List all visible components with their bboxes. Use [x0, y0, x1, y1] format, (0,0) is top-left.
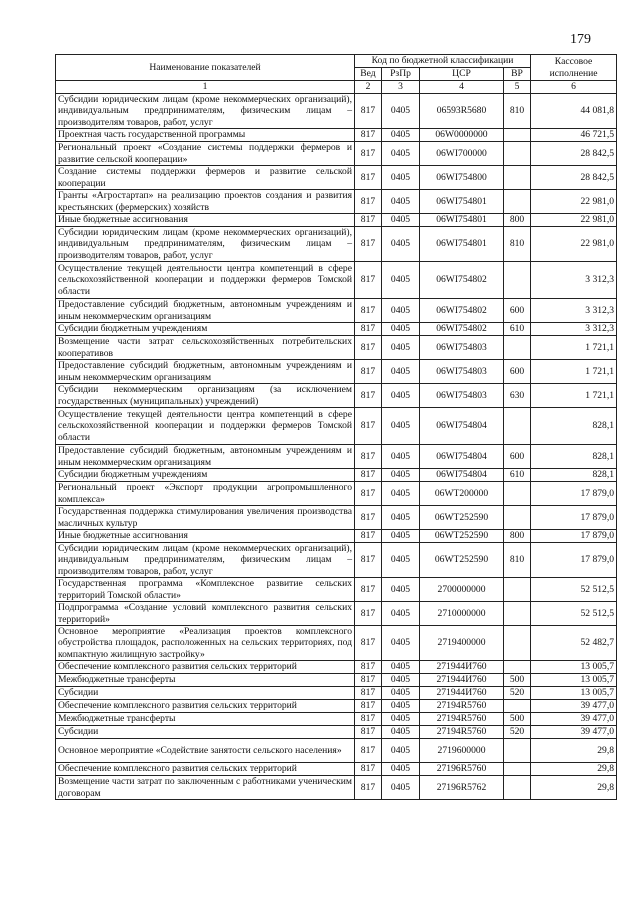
row-csr: 271944И760: [420, 661, 504, 674]
row-value: 29,8: [531, 776, 617, 800]
row-csr: 06WT252590: [420, 530, 504, 543]
row-csr: 27194R5760: [420, 713, 504, 726]
row-ved: 817: [355, 299, 382, 323]
row-rzpr: 0405: [382, 661, 420, 674]
table-row: [56, 408, 617, 445]
row-rzpr: 0405: [382, 776, 420, 800]
row-value: 22 981,0: [531, 190, 617, 214]
row-rzpr: 0405: [382, 578, 420, 602]
row-value: 3 312,3: [531, 323, 617, 336]
row-csr: 06593R5680: [420, 94, 504, 129]
row-name: Государственная программа «Комплексное развитие сельских территорий Томской области»: [56, 578, 355, 602]
row-csr: 06WI754802: [420, 323, 504, 336]
row-rzpr: 0405: [382, 336, 420, 360]
row-vr: [504, 602, 531, 626]
table-row: [56, 262, 617, 299]
row-ved: 817: [355, 578, 382, 602]
page-number: 179: [570, 32, 591, 47]
row-value: 17 879,0: [531, 530, 617, 543]
row-rzpr: 0405: [382, 166, 420, 190]
row-csr: 06WI754802: [420, 262, 504, 299]
row-vr: 600: [504, 299, 531, 323]
row-ved: 817: [355, 227, 382, 262]
table-row: [56, 384, 617, 408]
row-value: 17 879,0: [531, 482, 617, 506]
table-row: [56, 739, 617, 763]
row-value: 39 477,0: [531, 700, 617, 713]
row-ved: 817: [355, 482, 382, 506]
header-num: 4: [420, 81, 504, 94]
row-rzpr: 0405: [382, 543, 420, 578]
row-vr: 810: [504, 543, 531, 578]
row-rzpr: 0405: [382, 227, 420, 262]
row-value: 828,1: [531, 469, 617, 482]
row-ved: 817: [355, 530, 382, 543]
row-csr: 2710000000: [420, 602, 504, 626]
row-csr: 06WI754804: [420, 408, 504, 445]
row-csr: 06WT252590: [420, 543, 504, 578]
row-csr: 06WI754803: [420, 384, 504, 408]
row-rzpr: 0405: [382, 763, 420, 776]
row-value: 3 312,3: [531, 262, 617, 299]
row-name: Обеспечение комплексного развития сельских территорий: [56, 763, 355, 776]
row-csr: 2719400000: [420, 626, 504, 661]
table-row: [56, 602, 617, 626]
row-rzpr: 0405: [382, 674, 420, 687]
row-vr: [504, 262, 531, 299]
row-rzpr: 0405: [382, 626, 420, 661]
row-csr: 27194R5760: [420, 700, 504, 713]
row-name: Осуществление текущей деятельности центра компетенций в сфере сельскохозяйственной кооперации и поддержки фермеров Томской области: [56, 262, 355, 299]
row-ved: 817: [355, 142, 382, 166]
row-csr: 27196R5760: [420, 763, 504, 776]
row-value: 52 512,5: [531, 578, 617, 602]
row-name: Подпрограмма «Создание условий комплексного развития сельских территорий»: [56, 602, 355, 626]
row-vr: [504, 776, 531, 800]
table-row: [56, 166, 617, 190]
row-rzpr: 0405: [382, 129, 420, 142]
row-value: 29,8: [531, 739, 617, 763]
table-row: [56, 674, 617, 687]
row-ved: 817: [355, 262, 382, 299]
row-ved: 817: [355, 661, 382, 674]
row-vr: [504, 763, 531, 776]
row-vr: 610: [504, 323, 531, 336]
header-num: 2: [355, 81, 382, 94]
row-name: Возмещение части затрат сельскохозяйственных потребительских кооперативов: [56, 336, 355, 360]
row-vr: [504, 166, 531, 190]
table-row: [56, 94, 617, 129]
table-row: [56, 700, 617, 713]
row-name: Обеспечение комплексного развития сельских территорий: [56, 700, 355, 713]
row-name: Субсидии юридическим лицам (кроме некоммерческих организаций), индивидуальным предпринимателям, физическим лицам – производителям товаров, работ, услуг: [56, 94, 355, 129]
row-csr: 06WI754803: [420, 360, 504, 384]
row-name: Региональный проект «Экспорт продукции агропромышленного комплекса»: [56, 482, 355, 506]
row-vr: 500: [504, 713, 531, 726]
row-value: 28 842,5: [531, 142, 617, 166]
row-ved: 817: [355, 384, 382, 408]
row-rzpr: 0405: [382, 482, 420, 506]
header-code-group: Код по бюджетной классификации: [355, 55, 531, 68]
row-ved: 817: [355, 336, 382, 360]
row-ved: 817: [355, 543, 382, 578]
row-value: 13 005,7: [531, 661, 617, 674]
row-vr: 600: [504, 360, 531, 384]
table-row: [56, 214, 617, 227]
row-name: Создание системы поддержки фермеров и развитие сельской кооперации: [56, 166, 355, 190]
row-value: 44 081,8: [531, 94, 617, 129]
row-rzpr: 0405: [382, 726, 420, 739]
row-vr: 810: [504, 227, 531, 262]
row-ved: 817: [355, 506, 382, 530]
row-ved: 817: [355, 674, 382, 687]
table-row: [56, 726, 617, 739]
row-csr: 06WI754801: [420, 214, 504, 227]
row-value: 22 981,0: [531, 227, 617, 262]
row-value: 39 477,0: [531, 713, 617, 726]
row-value: 39 477,0: [531, 726, 617, 739]
table-row: [56, 482, 617, 506]
row-rzpr: 0405: [382, 469, 420, 482]
table-row: [56, 776, 617, 800]
row-rzpr: 0405: [382, 94, 420, 129]
table-row: [56, 336, 617, 360]
table-row: [56, 190, 617, 214]
row-ved: 817: [355, 776, 382, 800]
row-ved: 817: [355, 626, 382, 661]
row-ved: 817: [355, 469, 382, 482]
table-row: [56, 445, 617, 469]
row-name: Субсидии юридическим лицам (кроме некоммерческих организаций), индивидуальным предпринимателям, физическим лицам – производителям товаров, работ, услуг: [56, 543, 355, 578]
row-value: 1 721,1: [531, 360, 617, 384]
table-body: [56, 94, 617, 800]
row-csr: 27196R5762: [420, 776, 504, 800]
row-vr: [504, 336, 531, 360]
row-csr: 271944И760: [420, 674, 504, 687]
row-name: Региональный проект «Создание системы поддержки фермеров и развитие сельской кооперации»: [56, 142, 355, 166]
row-name: Предоставление субсидий бюджетным, автономным учреждениям и иным некоммерческим организациям: [56, 445, 355, 469]
row-value: 13 005,7: [531, 674, 617, 687]
table-row: [56, 299, 617, 323]
row-csr: 06WI754801: [420, 227, 504, 262]
row-ved: 817: [355, 214, 382, 227]
table-row: [56, 763, 617, 776]
table-row: [56, 530, 617, 543]
row-csr: 06WI754804: [420, 445, 504, 469]
row-ved: 817: [355, 713, 382, 726]
row-value: 3 312,3: [531, 299, 617, 323]
row-rzpr: 0405: [382, 445, 420, 469]
row-value: 28 842,5: [531, 166, 617, 190]
header-num: 3: [382, 81, 420, 94]
row-value: 828,1: [531, 408, 617, 445]
row-value: 22 981,0: [531, 214, 617, 227]
row-name: Субсидии некоммерческим организациям (за исключением государственных (муниципальных) учреждений): [56, 384, 355, 408]
table-row: [56, 578, 617, 602]
row-csr: 06WI754801: [420, 190, 504, 214]
row-vr: [504, 142, 531, 166]
row-name: Основное мероприятие «Реализация проектов комплексного обустройства площадок, расположенных на сельских территориях, под компактную жилищную застройку»: [56, 626, 355, 661]
row-value: 17 879,0: [531, 543, 617, 578]
row-rzpr: 0405: [382, 142, 420, 166]
table-row: [56, 713, 617, 726]
row-vr: [504, 626, 531, 661]
table-row: [56, 626, 617, 661]
row-value: 46 721,5: [531, 129, 617, 142]
table-row: [56, 543, 617, 578]
table-row: [56, 469, 617, 482]
row-ved: 817: [355, 700, 382, 713]
row-name: Межбюджетные трансферты: [56, 674, 355, 687]
row-rzpr: 0405: [382, 190, 420, 214]
row-name: Субсидии бюджетным учреждениям: [56, 323, 355, 336]
header-num: 5: [504, 81, 531, 94]
header-rzpr: РзПр: [382, 68, 420, 81]
row-ved: 817: [355, 445, 382, 469]
row-rzpr: 0405: [382, 360, 420, 384]
row-name: Основное мероприятие «Содействие занятости сельского населения»: [56, 739, 355, 763]
row-vr: 610: [504, 469, 531, 482]
row-name: Обеспечение комплексного развития сельских территорий: [56, 661, 355, 674]
header-name: Наименование показателей: [56, 55, 355, 81]
row-vr: [504, 129, 531, 142]
row-rzpr: 0405: [382, 687, 420, 700]
row-vr: [504, 661, 531, 674]
row-ved: 817: [355, 602, 382, 626]
row-csr: 06W0000000: [420, 129, 504, 142]
row-rzpr: 0405: [382, 713, 420, 726]
row-rzpr: 0405: [382, 323, 420, 336]
row-rzpr: 0405: [382, 700, 420, 713]
row-csr: 2700000000: [420, 578, 504, 602]
row-ved: 817: [355, 763, 382, 776]
header-numbers-row: [56, 81, 617, 94]
row-rzpr: 0405: [382, 530, 420, 543]
table-row: [56, 661, 617, 674]
table-row: [56, 142, 617, 166]
row-csr: 06WI700000: [420, 142, 504, 166]
row-rzpr: 0405: [382, 299, 420, 323]
row-vr: 800: [504, 214, 531, 227]
header-ved: Вед: [355, 68, 382, 81]
table-row: [56, 360, 617, 384]
row-ved: 817: [355, 129, 382, 142]
header-vr: ВР: [504, 68, 531, 81]
row-value: 52 512,5: [531, 602, 617, 626]
row-name: Субсидии: [56, 726, 355, 739]
table-header: [56, 55, 617, 94]
row-vr: 800: [504, 530, 531, 543]
row-csr: 271944И760: [420, 687, 504, 700]
row-value: 1 721,1: [531, 384, 617, 408]
row-name: Иные бюджетные ассигнования: [56, 530, 355, 543]
row-value: 13 005,7: [531, 687, 617, 700]
row-ved: 817: [355, 687, 382, 700]
row-csr: 06WT252590: [420, 506, 504, 530]
row-csr: 06WI754802: [420, 299, 504, 323]
row-vr: 520: [504, 726, 531, 739]
row-vr: [504, 506, 531, 530]
row-name: Субсидии юридическим лицам (кроме некоммерческих организаций), индивидуальным предпринимателям, физическим лицам – производителям товаров, работ, услуг: [56, 227, 355, 262]
row-vr: 600: [504, 445, 531, 469]
row-rzpr: 0405: [382, 506, 420, 530]
table-row: [56, 323, 617, 336]
table-row: [56, 687, 617, 700]
row-vr: 500: [504, 674, 531, 687]
row-rzpr: 0405: [382, 408, 420, 445]
row-value: 828,1: [531, 445, 617, 469]
row-vr: [504, 190, 531, 214]
row-csr: 06WI754803: [420, 336, 504, 360]
row-vr: [504, 408, 531, 445]
row-value: 29,8: [531, 763, 617, 776]
row-name: Иные бюджетные ассигнования: [56, 214, 355, 227]
budget-table: [55, 54, 617, 800]
row-vr: [504, 578, 531, 602]
header-cash: Кассовое исполнение: [531, 55, 617, 81]
table-row: [56, 227, 617, 262]
row-name: Государственная поддержка стимулирования увеличения производства масличных культур: [56, 506, 355, 530]
row-name: Осуществление текущей деятельности центра компетенций в сфере сельскохозяйственной кооперации и поддержки фермеров Томской области: [56, 408, 355, 445]
row-name: Гранты «Агростартап» на реализацию проектов создания и развития крестьянских (фермерских) хозяйств: [56, 190, 355, 214]
row-rzpr: 0405: [382, 739, 420, 763]
row-vr: 630: [504, 384, 531, 408]
header-num: 1: [56, 81, 355, 94]
row-ved: 817: [355, 739, 382, 763]
row-name: Межбюджетные трансферты: [56, 713, 355, 726]
row-ved: 817: [355, 360, 382, 384]
row-ved: 817: [355, 323, 382, 336]
row-value: 52 482,7: [531, 626, 617, 661]
header-num: 6: [531, 81, 617, 94]
row-rzpr: 0405: [382, 214, 420, 227]
row-ved: 817: [355, 190, 382, 214]
row-csr: 06WT200000: [420, 482, 504, 506]
row-name: Возмещение части затрат по заключенным с работниками ученическим договорам: [56, 776, 355, 800]
row-value: 1 721,1: [531, 336, 617, 360]
row-vr: 520: [504, 687, 531, 700]
row-csr: 27194R5760: [420, 726, 504, 739]
row-ved: 817: [355, 726, 382, 739]
row-name: Субсидии бюджетным учреждениям: [56, 469, 355, 482]
row-vr: [504, 700, 531, 713]
row-rzpr: 0405: [382, 384, 420, 408]
table-row: [56, 506, 617, 530]
row-value: 17 879,0: [531, 506, 617, 530]
row-vr: 810: [504, 94, 531, 129]
row-name: Субсидии: [56, 687, 355, 700]
row-vr: [504, 482, 531, 506]
table-row: [56, 129, 617, 142]
row-name: Предоставление субсидий бюджетным, автономным учреждениям и иным некоммерческим организациям: [56, 360, 355, 384]
row-vr: [504, 739, 531, 763]
row-rzpr: 0405: [382, 262, 420, 299]
row-ved: 817: [355, 408, 382, 445]
header-csr: ЦСР: [420, 68, 504, 81]
row-csr: 06WI754800: [420, 166, 504, 190]
row-ved: 817: [355, 166, 382, 190]
row-ved: 817: [355, 94, 382, 129]
row-csr: 2719600000: [420, 739, 504, 763]
row-name: Проектная часть государственной программы: [56, 129, 355, 142]
row-rzpr: 0405: [382, 602, 420, 626]
row-csr: 06WI754804: [420, 469, 504, 482]
row-name: Предоставление субсидий бюджетным, автономным учреждениям и иным некоммерческим организациям: [56, 299, 355, 323]
